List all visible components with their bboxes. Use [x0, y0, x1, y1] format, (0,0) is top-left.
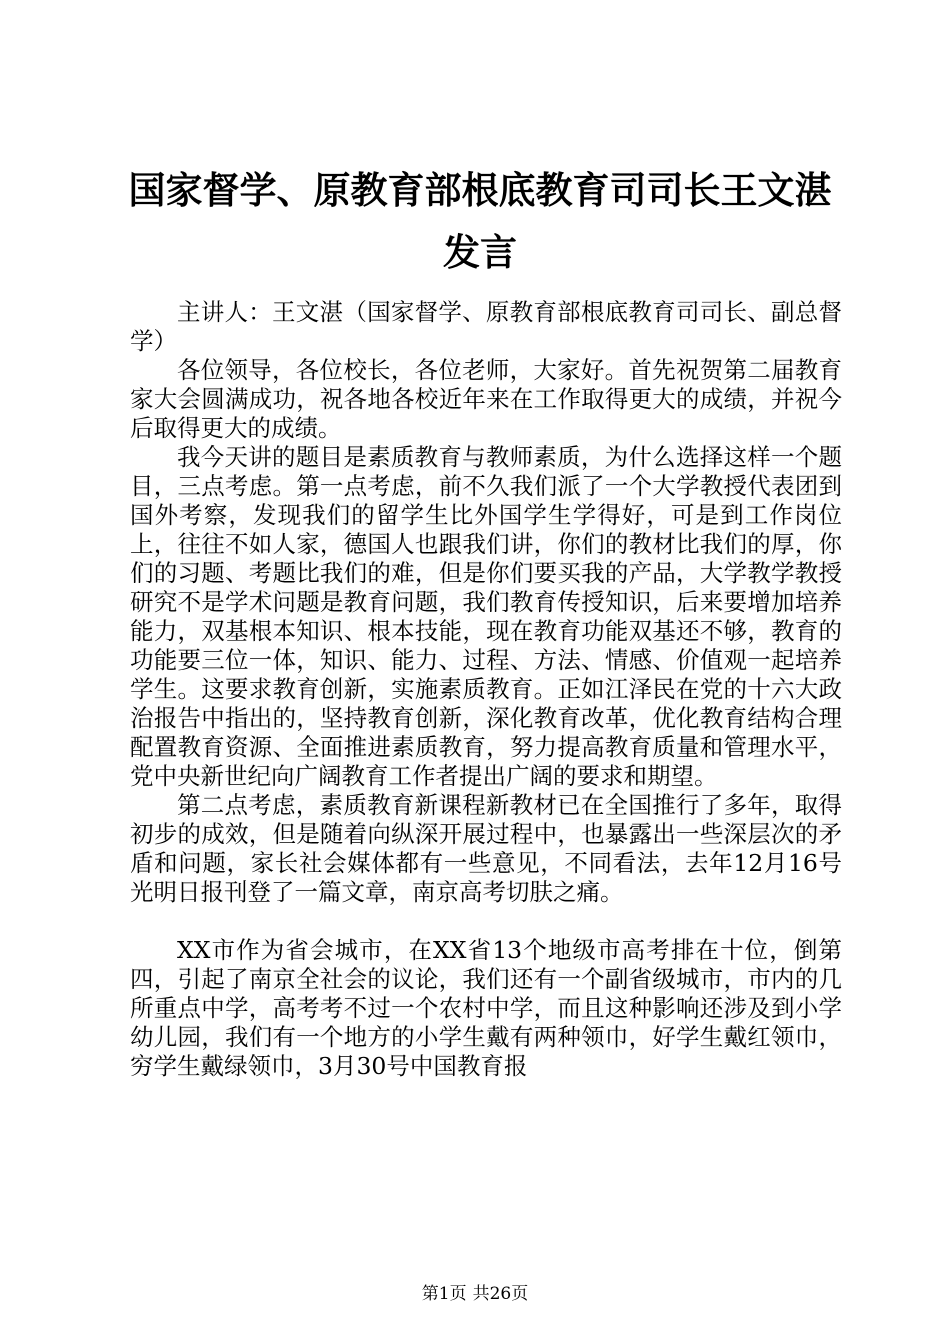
page-footer [0, 1283, 950, 1305]
city-ranking-paragraph: XX市作为省会城市，在XX省13个地级市高考排在十位，倒第四，引起了南京全社会的议论，我们还有一个副省级城市，市内的几所重点中学，高考考不过一个农村中学，而且这种影响还涉及到小学幼儿园，我们有一个地方的小学生戴有两种领巾，好学生戴红领巾，穷学生戴绿领巾，3月30号中国教育报 [130, 936, 842, 1080]
greeting-paragraph: 各位领导，各位校长，各位老师，大家好。首先祝贺第二届教育家大会圆满成功，祝各地各校近年来在工作取得更大的成绩，并祝今后取得更大的成绩。 [130, 356, 842, 442]
first-consideration-paragraph: 我今天讲的题目是素质教育与教师素质，为什么选择这样一个题目，三点考虑。第一点考虑，前不久我们派了一个大学教授代表团到国外考察，发现我们的留学生比外国学生学得好，可是到工作岗位上，往往不如人家，德国人也跟我们讲，你们的教材比我们的厚，你们的习题、考题比我们的难，但是你们要买我的产品，大学教学教授研究不是学术问题是教育问题，我们教育传授知识，后来要增加培养能力，双基根本知识、根本技能，现在教育功能双基还不够，教育的功能要三位一体，知识、能力、过程、方法、情感、价值观一起培养学生。这要求教育创新，实施素质教育。正如江泽民在党的十六大政治报告中指出的，坚持教育创新，深化教育改革，优化教育结构合理配置教育资源、全面推进素质教育，努力提高教育质量和管理水平，党中央新世纪向广阔教育工作者提出广阔的要求和期望。 [130, 443, 842, 790]
document-body [130, 298, 842, 1081]
page-number: 第1页 [421, 1284, 467, 1304]
document-title: 国家督学、原教育部根底教育司司长王文湛发言 [128, 169, 832, 274]
second-consideration-paragraph: 第二点考虑，素质教育新课程新教材已在全国推行了多年，取得初步的成效，但是随着向纵深开展过程中，也暴露出一些深层次的矛盾和问题，家长社会媒体都有一些意见，不同看法，去年12月16号光明日报刊登了一篇文章，南京高考切肤之痛。 [130, 791, 842, 906]
page-total: 共26页 [472, 1284, 529, 1304]
speaker-paragraph: 主讲人：王文湛（国家督学、原教育部根底教育司司长、副总督学） [130, 298, 842, 355]
